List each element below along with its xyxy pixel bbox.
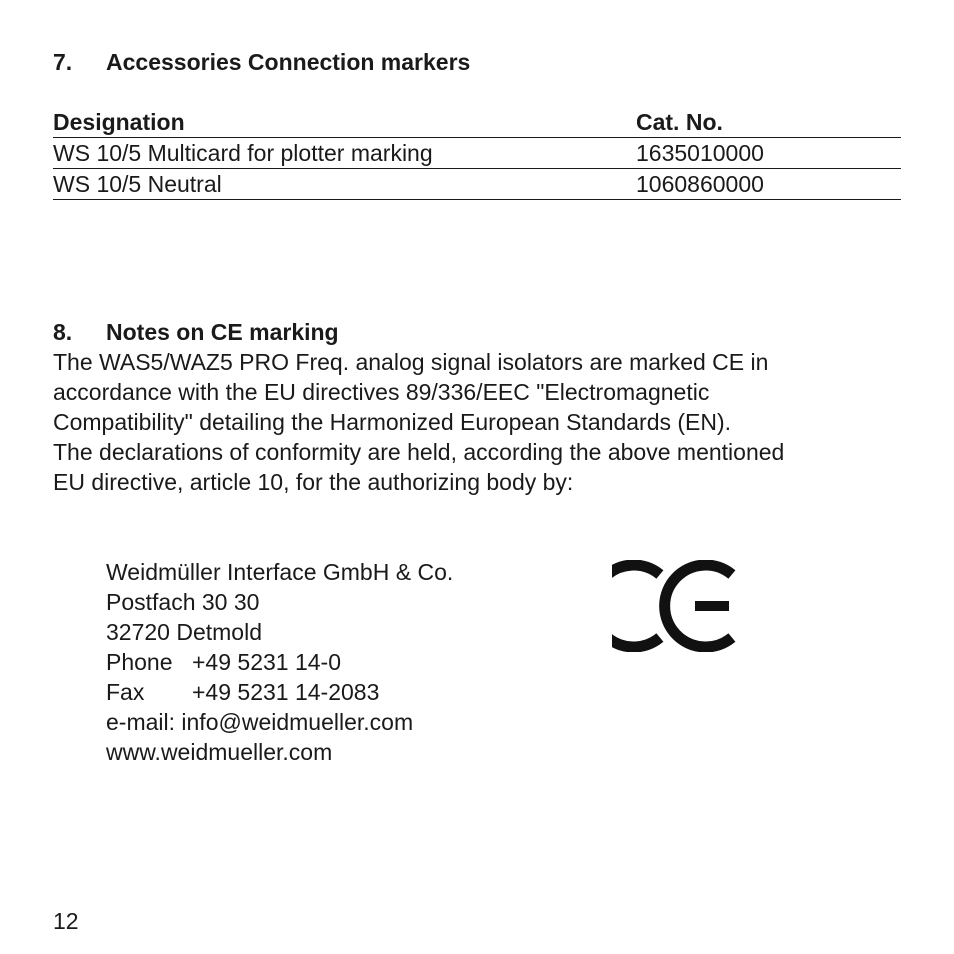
- ce-letter-c: [612, 565, 660, 647]
- ce-mark-icon: [612, 560, 736, 652]
- section-8-number: 8.: [53, 319, 73, 345]
- section-8-title: Notes on CE marking: [106, 319, 339, 345]
- ce-notes-paragraph: [53, 347, 784, 497]
- section-7-number: 7.: [53, 49, 73, 75]
- section-8-heading: [53, 317, 853, 347]
- paragraph-line: EU directive, article 10, for the authorizing body by:: [53, 469, 574, 495]
- column-header-designation: Designation: [53, 109, 185, 135]
- fax-number: +49 5231 14-2083: [192, 679, 380, 705]
- ce-letter-e-bar: [695, 601, 729, 611]
- page-number: 12: [53, 908, 79, 934]
- table-header-row: [53, 107, 901, 138]
- phone-label: Phone: [106, 649, 173, 675]
- paragraph-line: Compatibility" detailing the Harmonized European Standards (EN).: [53, 409, 732, 435]
- cell-designation: WS 10/5 Neutral: [53, 171, 222, 197]
- phone-number: +49 5231 14-0: [192, 649, 341, 675]
- accessories-table: [53, 107, 901, 200]
- section-7-heading: [53, 47, 853, 77]
- cell-cat-no: 1060860000: [636, 171, 764, 197]
- section-7-title: Accessories Connection markers: [106, 49, 471, 75]
- paragraph-line: accordance with the EU directives 89/336/EEC "Electromagnetic: [53, 379, 710, 405]
- cell-cat-no: 1635010000: [636, 140, 764, 166]
- paragraph-line: The WAS5/WAZ5 PRO Freq. analog signal isolators are marked CE in: [53, 349, 769, 375]
- table-row: [53, 138, 901, 169]
- column-header-cat-no: Cat. No.: [636, 109, 723, 135]
- fax-label: Fax: [106, 679, 145, 705]
- table-row: [53, 169, 901, 200]
- paragraph-line: The declarations of conformity are held, according the above mentioned: [53, 439, 785, 465]
- cell-designation: WS 10/5 Multicard for plotter marking: [53, 140, 433, 166]
